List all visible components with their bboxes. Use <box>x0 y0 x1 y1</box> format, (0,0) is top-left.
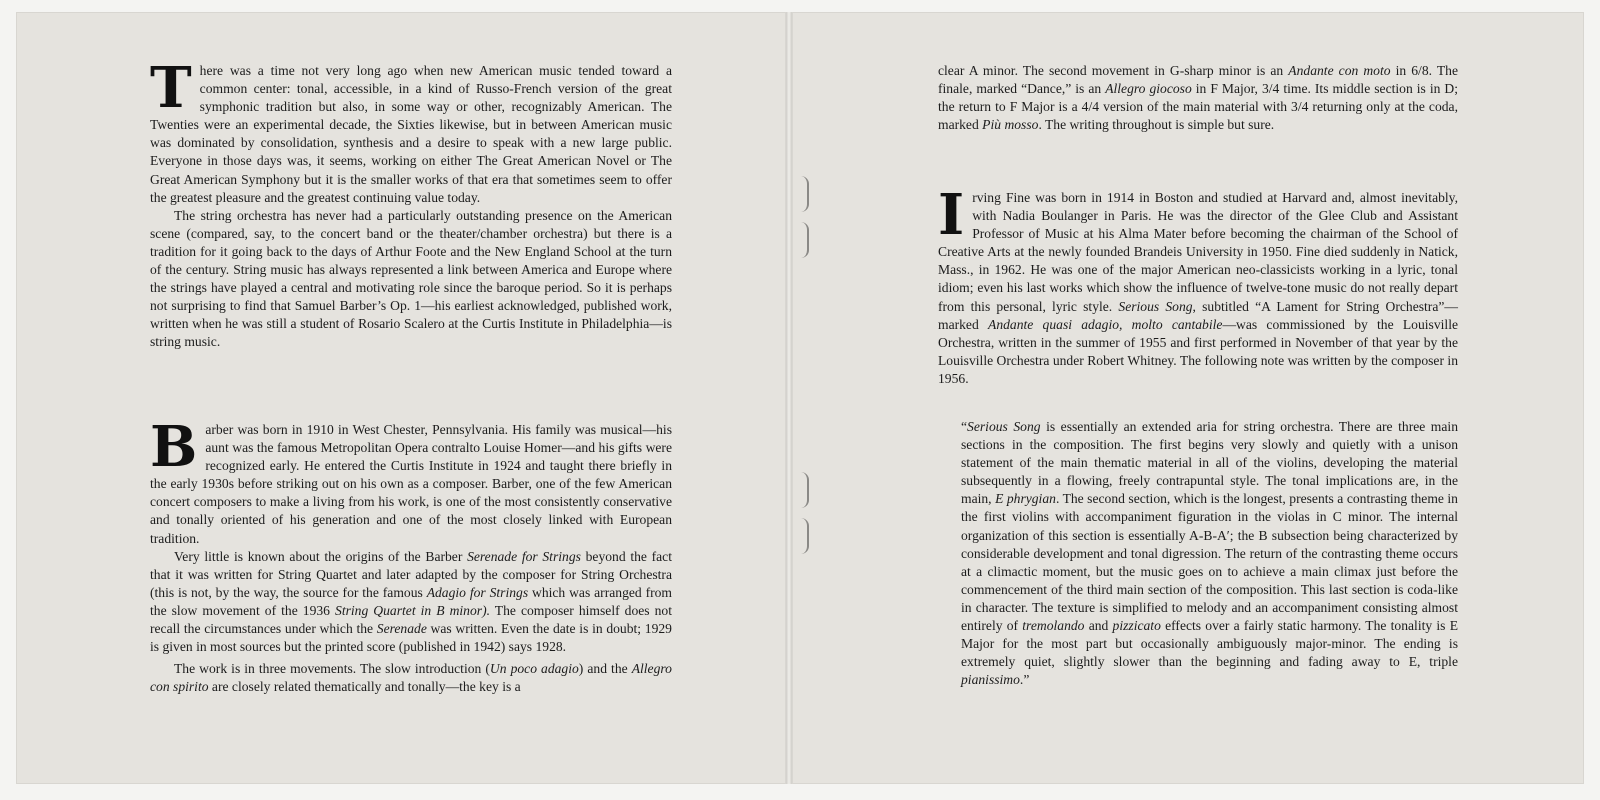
text-run: are closely related thematically and tonally—the key is a <box>208 679 521 695</box>
text-run: in 6/8. The finale, marked “Dance,” is an <box>938 63 1458 97</box>
staple-top-1 <box>801 176 809 212</box>
text-run: clear A minor. The second movement in G-sharp minor is an <box>938 63 1289 78</box>
italic-term: pianissimo <box>961 672 1020 688</box>
text-run: and <box>1084 618 1113 634</box>
barber-paragraph-3 <box>150 660 672 696</box>
text-run: . The second section, which is the longest, presents a contrasting theme in the first violins with accompaniment figuration in the violas in C minor. The internal organization of this section is essentially A-B-A′; the B subsection being characterized by considerable development and tonal digression. The return of the contrasting theme occurs at a climactic moment, but the music goes on to achieve a main climax just before the commencement of the third main section of the composition. This last section is coda-like in character. The texture is simplified to melody and an accompaniment consisting almost entirely of <box>961 491 1458 634</box>
italic-title: Serious Song <box>967 419 1041 434</box>
text-run: , subtitled “A Lament for String Orchestra”—marked <box>938 298 1458 332</box>
text-run: was written. Even the date is in doubt; 1929 is given in most sources but the printed score (published in 1942) says 1928. <box>150 621 672 655</box>
italic-term: Allegro giocoso <box>1105 81 1192 97</box>
italic-term: Andante quasi adagio, molto cantabile <box>988 316 1223 332</box>
italic-term: Più mosso <box>982 117 1039 133</box>
italic-term: E phrygian <box>995 491 1056 507</box>
quote-text <box>961 418 1458 689</box>
barber-section <box>150 414 673 696</box>
staple-top-2 <box>801 222 809 258</box>
text-run: rving Fine was born in 1914 in Boston and studied at Harvard and, almost inevitably, with Nadia Boulanger in Paris. He was the director of the Glee Club and Assistant Professor of Music at his Alma Mater before becoming the chairman of the School of Creative Arts at the newly founded Brandeis University in 1950. Fine died suddenly in Natick, Mass., in 1962. He was one of the major American neo-classicists working in a lyric, tonal idiom; even his last works which show the influence of twelve-tone music do not really depart from this personal, lyric style. <box>938 190 1458 314</box>
continuation-text <box>938 62 1458 134</box>
italic-term: Un poco adagio <box>489 661 579 677</box>
continuation-paragraph <box>938 62 1458 134</box>
text-run: effects over a fairly static harmony. The tonality is E Major for the most part but occasionally ambiguously major-minor. The ending is extremely quiet, slightly slower than the beginning and fading away to E, triple <box>961 618 1458 670</box>
italic-title: String Quartet in B minor). <box>335 602 490 618</box>
text-run: —was commissioned by the Louisville Orchestra, written in the summer of 1955 and first performed in November of that year by the Louisville Orchestra under Robert Whitney. The following note was written by the composer in 1956. <box>938 316 1459 386</box>
staple-bottom-2 <box>801 518 809 554</box>
text-run: which was arranged from the slow movement of the 1936 <box>150 584 673 618</box>
text-run: The composer himself does not recall the circumstances under which the <box>150 602 672 637</box>
text-run: “ <box>961 419 968 434</box>
text-run: beyond the fact that it was written for String Quartet and later adapted by the composer for String Orchestra (this is not, by the way, the source for the famous <box>150 548 672 600</box>
barber-paragraph-1 <box>150 414 672 548</box>
barber-paragraph-2 <box>150 548 672 657</box>
dropcap-b: B <box>150 414 198 480</box>
text-run: The work is in three movements. The slow introduction ( <box>174 661 490 677</box>
text-run: in F Major, 3/4 time. Its middle section is in D; the return to F Major is a 4/4 version of the main material with 3/4 returning only at the coda, marked <box>938 81 1458 133</box>
intro-paragraph-2: The string orchestra has never had a particularly outstanding presence on the American scene (compared, say, to the concert band or the theater/chamber orchestra) but there is a tradition for it going back to the days of Arthur Foote and the New England School at the turn of the century. String music has always represented a link between America and Europe where the strings have played a central and motivating role since the baroque period. So it is perhaps not surprising to find that Samuel Barber’s Op. 1—his earliest acknowledged, published work, written when he was still a student of Rosario Scalero at the Curtis Institute in Philadelphia—is string music. <box>150 207 672 350</box>
fine-section <box>938 182 1459 388</box>
italic-title: Serenade <box>376 621 427 637</box>
fine-paragraph <box>938 182 1459 388</box>
intro-section <box>150 55 672 352</box>
barber-text-1: arber was born in 1910 in West Chester, Pennsylvania. His family was musical—his aunt was the famous Metropolitan Opera contralto Louise Homer—and his gifts were recognized early. He entered the Curtis Institute in 1924 and taught there briefly in the early 1930s before striking out on his own as a composer. Barber, one of the few American concert composers to make a living from his work, is one of the most consistently conservative and tonally oriented of his generation and one of the most closely linked with European tradition. <box>150 422 672 546</box>
text-run: . The writing throughout is simple but sure. <box>1038 117 1275 133</box>
italic-term: Andante con moto <box>1288 63 1391 78</box>
text-run: .” <box>1019 672 1030 688</box>
italic-term: Allegro con spirito <box>150 661 672 695</box>
dropcap-t: T <box>150 55 192 121</box>
italic-title: Serenade for Strings <box>467 548 581 564</box>
staple-bottom-1 <box>801 472 809 508</box>
text-run: ) and the <box>578 661 632 677</box>
italic-term: pizzicato <box>1112 618 1161 634</box>
composer-quote <box>961 418 1458 689</box>
text-run: Very little is known about the origins of the Barber <box>174 548 468 564</box>
italic-title: Adagio for Strings <box>426 584 529 600</box>
italic-title: Serious Song <box>1118 298 1193 314</box>
italic-term: tremolando <box>1022 618 1085 634</box>
dropcap-i: I <box>938 182 965 248</box>
intro-text-1: here was a time not very long ago when new American music tended toward a common center: tonal, accessible, in a kind of Russo-French version of the great symphonic tradition but also, in some way or other, recognizably American. The Twenties were an experimental decade, the Sixties likewise, but in between American music was dominated by consolidation, synthesis and a desire to speak with a new large public. Everyone in those days was, it seems, working on either The Great American Novel or The Great American Symphony but it is the smaller works of that era that sometimes seem to offer the greatest pleasure and the greatest continuing value today. <box>150 63 672 205</box>
text-run: is essentially an extended aria for string orchestra. There are three main sections in the composition. The first begins very slowly and quietly with a unison statement of the main thematic material in all of the violins, developing the material subsequently in a flowing, freely contrapuntal style. The tonal implications are, in the main, <box>961 419 1458 507</box>
intro-paragraph-1 <box>150 55 672 207</box>
